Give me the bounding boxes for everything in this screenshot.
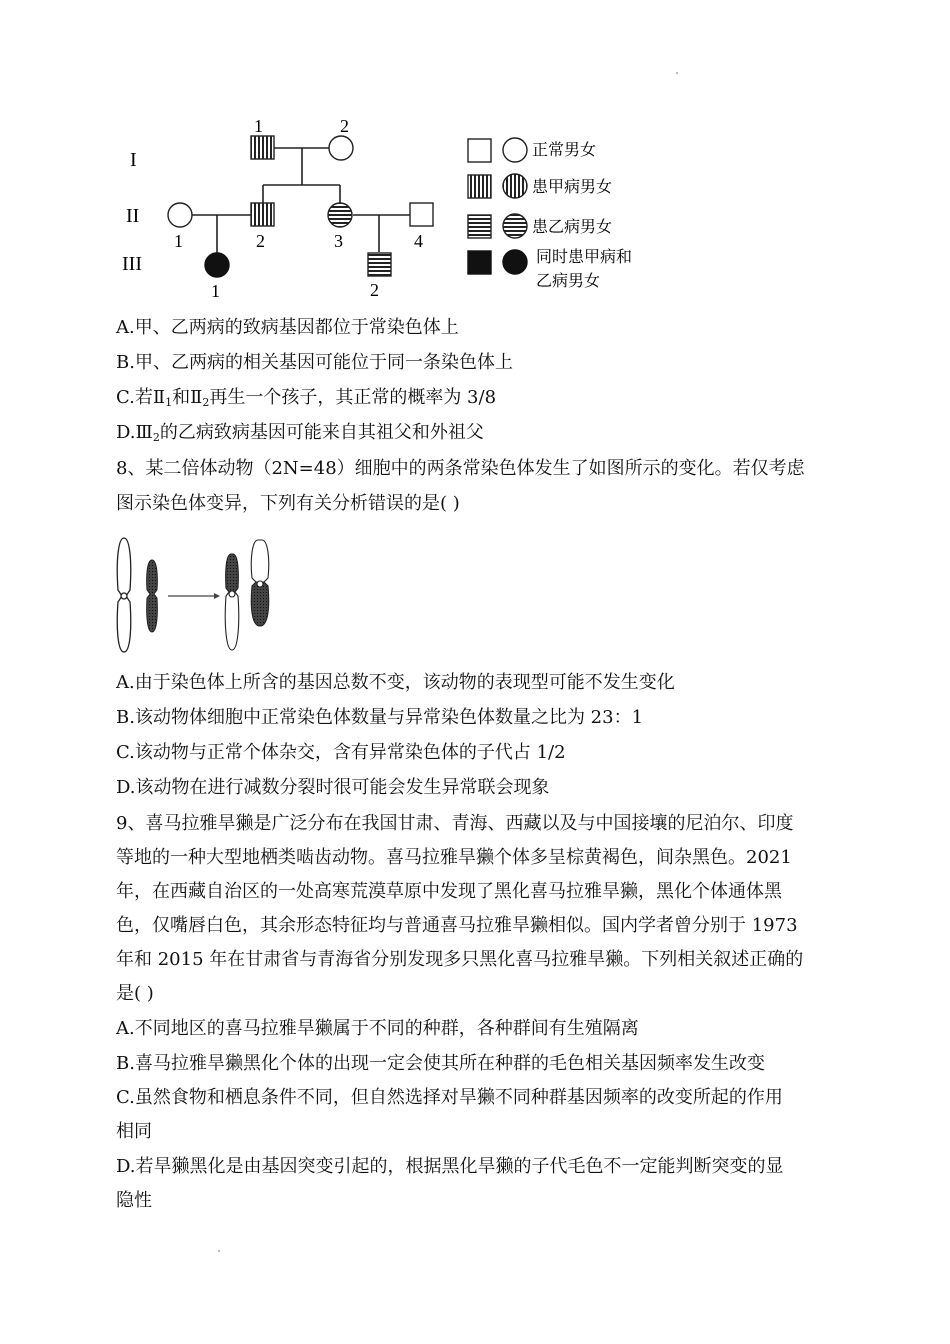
legend-disease-a-male-symbol (468, 175, 491, 198)
q7-option-d (116, 421, 836, 445)
q8-option-a: A.由于染色体上所含的基因总数不变，该动物的表现型可能不发生变化 (116, 672, 675, 693)
chromosome-translocated-2 (251, 540, 269, 626)
pedigree-figure (118, 110, 678, 305)
pedigree-III-2-male-disease-b (368, 253, 391, 276)
arrow-icon (168, 593, 220, 599)
label-II-1: 1 (174, 231, 183, 251)
legend-normal-label: 正常男女 (532, 142, 597, 159)
pedigree-II-3-female-disease-b (328, 203, 352, 227)
scan-speck (218, 1250, 220, 1252)
q9-stem-line5: 年和 2015 年在甘肃省与青海省分别发现多只黑化喜马拉雅旱獭。下列相关叙述正确的 (116, 949, 804, 970)
q7-option-b: B.甲、乙两病的相关基因可能位于同一条染色体上 (116, 352, 513, 373)
chromosome-translocated (225, 554, 239, 650)
legend-disease-b-female-symbol (503, 214, 527, 238)
pedigree-I-1-male-disease-a (251, 136, 274, 159)
q8-option-d: D.该动物在进行减数分裂时很可能会发生异常联会现象 (116, 777, 550, 798)
legend-both-male-symbol (468, 251, 491, 274)
q9-option-c-line2: 相同 (116, 1121, 152, 1142)
chromosome-normal-dark (147, 560, 158, 632)
label-I-2: 2 (340, 116, 349, 136)
q8-stem-line1: 8、某二倍体动物（2N=48）细胞中的两条常染色体发生了如图所示的变化。若仅考虑 (116, 458, 805, 479)
q9-stem-line6: 是( ) (116, 983, 154, 1004)
chromosome-figure (110, 532, 290, 657)
label-II-4: 4 (414, 231, 423, 251)
pedigree-III-1-female-both (205, 253, 229, 277)
legend-normal-female-symbol (503, 138, 527, 162)
q9-stem-line1: 9、喜马拉雅旱獭是广泛分布在我国甘肃、青海、西藏以及与中国接壤的尼泊尔、印度 (116, 813, 794, 834)
legend-disease-b-label: 患乙病男女 (532, 219, 613, 236)
label-I-1: 1 (254, 116, 263, 136)
generation-label-I: I (130, 149, 137, 171)
q9-stem-line2: 等地的一种大型地栖类啮齿动物。喜马拉雅旱獭个体多呈棕黄褐色，间杂黑色。2021 (116, 847, 792, 868)
legend-disease-a-label: 患甲病男女 (532, 179, 613, 196)
scan-speck (676, 72, 678, 74)
pedigree-I-2-female-normal (329, 136, 353, 160)
label-II-3: 3 (334, 231, 343, 251)
legend-both-label-line1: 同时患甲病和 (536, 249, 633, 266)
q8-option-c: C.该动物与正常个体杂交，含有异常染色体的子代占 1/2 (116, 742, 566, 763)
pedigree-II-1-female-normal (168, 203, 192, 227)
q9-stem-line3: 年，在西藏自治区的一处高寒荒漠草原中发现了黑化喜马拉雅旱獭，黑化个体通体黑 (116, 881, 782, 902)
label-III-1: 1 (211, 281, 220, 301)
label-II-2: 2 (256, 231, 265, 251)
q9-option-d-line2: 隐性 (116, 1190, 152, 1211)
q7-option-d-post: 的乙病致病基因可能来自其祖父和外祖父 (159, 422, 484, 443)
legend-disease-a-female-symbol (503, 174, 527, 198)
q9-option-d-line1: D.若旱獭黑化是由基因突变引起的，根据黑化旱獭的子代毛色不一定能判断突变的显 (116, 1156, 784, 1177)
q7-option-c-mid: 和Ⅱ (172, 387, 203, 408)
q7-option-c-pre: C.若Ⅱ (116, 387, 166, 408)
q7-option-c (116, 386, 836, 410)
generation-label-III: III (122, 253, 142, 275)
q9-option-a: A.不同地区的喜马拉雅旱獭属于不同的种群，各种群间有生殖隔离 (116, 1018, 639, 1039)
legend-normal-male-symbol (468, 139, 491, 162)
q7-option-c-sub1: 1 (165, 396, 173, 409)
chromosome-normal-white (117, 538, 131, 652)
q9-option-b: B.喜马拉雅旱獭黑化个体的出现一定会使其所在种群的毛色相关基因频率发生改变 (116, 1053, 765, 1074)
q7-option-d-pre: D.Ⅲ (116, 422, 153, 443)
q9-option-c-line1: C.虽然食物和栖息条件不同，但自然选择对旱獭不同种群基因频率的改变所起的作用 (116, 1087, 783, 1108)
q8-stem-line2: 图示染色体变异，下列有关分析错误的是( ) (116, 493, 460, 514)
q8-option-b: B.该动物体细胞中正常染色体数量与异常染色体数量之比为 23：1 (116, 707, 644, 728)
q7-option-c-sub2: 2 (202, 396, 210, 409)
generation-label-II: II (126, 205, 140, 227)
label-III-2: 2 (370, 280, 379, 300)
q7-option-c-post: 再生一个孩子，其正常的概率为 3/8 (209, 387, 497, 408)
pedigree-II-4-male-normal (410, 203, 433, 226)
pedigree-II-2-male-disease-a (251, 203, 274, 226)
legend-both-female-symbol (503, 250, 527, 274)
legend-disease-b-male-symbol (468, 215, 491, 238)
legend-both-label-line2: 乙病男女 (536, 273, 601, 290)
pedigree-lines (192, 148, 410, 253)
pedigree-legend (468, 138, 632, 290)
q9-stem-line4: 色，仅嘴唇白色，其余形态特征均与普通喜马拉雅旱獭相似。国内学者曾分别于 1973 (116, 915, 798, 936)
q7-option-d-sub: 2 (152, 431, 160, 444)
q7-option-a: A.甲、乙两病的致病基因都位于常染色体上 (116, 317, 459, 338)
